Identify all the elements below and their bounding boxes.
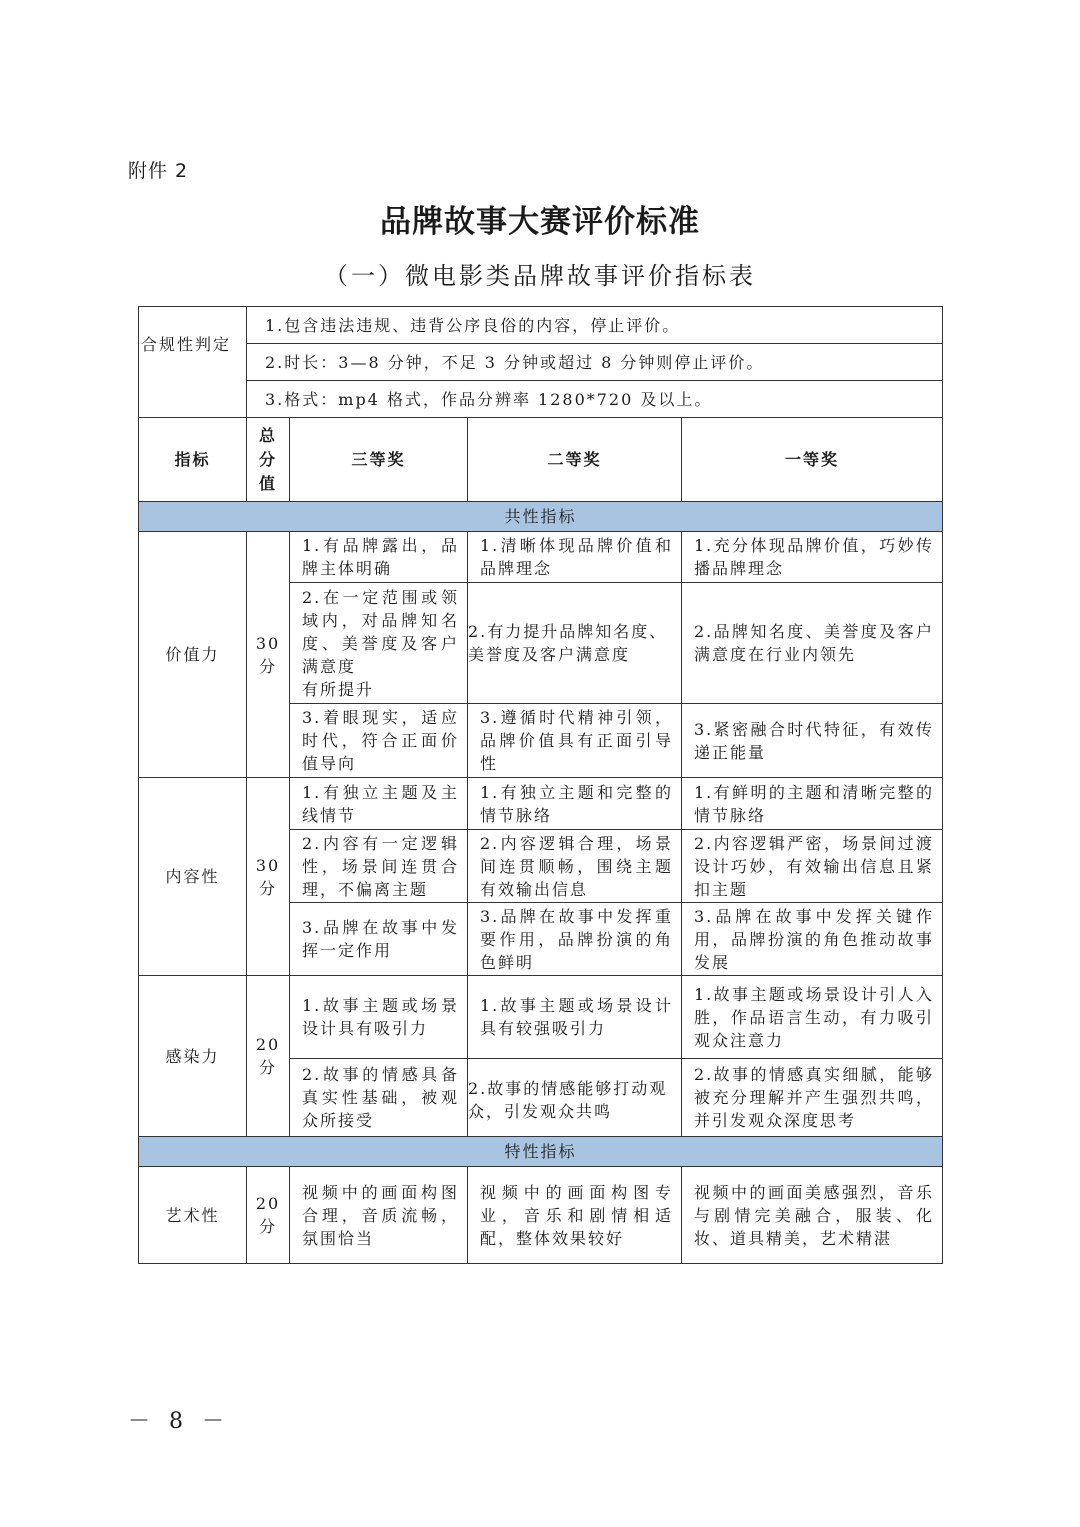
cell-third: 1.故事主题或场景设计具有吸引力 — [290, 976, 468, 1059]
compliance-row — [139, 307, 943, 344]
attachment-label: 附件 2 — [128, 160, 189, 182]
common-indicators-band — [139, 502, 943, 532]
cell-third: 2.故事的情感具备真实性基础，被观众所接受 — [290, 1059, 468, 1137]
header-indicator: 指标 — [139, 418, 247, 502]
page-title: 品牌故事大赛评价标准 — [380, 204, 700, 240]
evaluation-table — [138, 306, 943, 1264]
score-artistry: 20 分 — [247, 1167, 290, 1264]
cell-third: 1.有独立主题及主线情节 — [290, 778, 468, 830]
compliance-rule: 2.时长：3—8 分钟，不足 3 分钟或超过 8 分钟则停止评价。 — [247, 344, 943, 381]
cell-third-text: 2.在一定范围或领域内，对品牌知名度、美誉度及客户满意度 — [302, 587, 459, 676]
header-total-score: 总分值 — [247, 418, 290, 502]
page-subtitle: （一）微电影类品牌故事评价指标表 — [324, 262, 756, 290]
score-content: 30 分 — [247, 778, 290, 976]
indicator-artistry: 艺术性 — [139, 1167, 247, 1264]
header-third-prize: 三等奖 — [290, 418, 468, 502]
header-first-prize: 一等奖 — [682, 418, 943, 502]
table-row — [139, 1167, 943, 1264]
cell-first: 3.品牌在故事中发挥关键作用，品牌扮演的角色推动故事发展 — [682, 903, 943, 976]
cell-first: 2.内容逻辑严密，场景间过渡设计巧妙，有效输出信息且紧扣主题 — [682, 830, 943, 903]
cell-second: 2.内容逻辑合理，场景间连贯顺畅，围绕主题有效输出信息 — [468, 830, 682, 903]
special-indicators-label: 特性指标 — [139, 1137, 943, 1167]
cell-second: 3.品牌在故事中发挥重要作用，品牌扮演的角色鲜明 — [468, 903, 682, 976]
column-header-row — [139, 418, 943, 502]
cell-first: 3.紧密融合时代特征，有效传递正能量 — [682, 704, 943, 778]
compliance-row — [139, 381, 943, 418]
page-number: － 8 － — [128, 1409, 230, 1434]
cell-first: 2.故事的情感真实细腻，能够被充分理解并产生强烈共鸣，并引发观众深度思考 — [682, 1059, 943, 1137]
cell-third: 2.内容有一定逻辑性，场景间连贯合理，不偏离主题 — [290, 830, 468, 903]
cell-second: 1.清晰体现品牌价值和品牌理念 — [468, 532, 682, 583]
cell-first: 2.品牌知名度、美誉度及客户满意度在行业内领先 — [682, 583, 943, 704]
cell-third: 3.品牌在故事中发挥一定作用 — [290, 903, 468, 976]
common-indicators-label: 共性指标 — [139, 502, 943, 532]
cell-first: 1.故事主题或场景设计引人入胜，作品语言生动，有力吸引观众注意力 — [682, 976, 943, 1059]
cell-second: 视频中的画面构图专业，音乐和剧情相适配，整体效果较好 — [468, 1167, 682, 1264]
cell-second: 2.故事的情感能够打动观众，引发观众共鸣 — [468, 1059, 682, 1137]
header-second-prize: 二等奖 — [468, 418, 682, 502]
cell-second: 1.有独立主题和完整的情节脉络 — [468, 778, 682, 830]
cell-first: 1.有鲜明的主题和清晰完整的情节脉络 — [682, 778, 943, 830]
cell-third-tail: 有所提升 — [302, 679, 375, 699]
cell-third: 视频中的画面构图合理，音质流畅，氛围恰当 — [290, 1167, 468, 1264]
indicator-appeal: 感染力 — [139, 976, 247, 1137]
cell-third: 1.有品牌露出，品牌主体明确 — [290, 532, 468, 583]
compliance-rule: 1.包含违法违规、违背公序良俗的内容，停止评价。 — [247, 307, 943, 344]
compliance-row — [139, 344, 943, 381]
cell-first: 1.充分体现品牌价值，巧妙传播品牌理念 — [682, 532, 943, 583]
cell-second: 1.故事主题或场景设计具有较强吸引力 — [468, 976, 682, 1059]
score-value: 30 分 — [247, 532, 290, 778]
indicator-content: 内容性 — [139, 778, 247, 976]
score-appeal: 20 分 — [247, 976, 290, 1137]
special-indicators-band — [139, 1137, 943, 1167]
cell-first: 视频中的画面美感强烈，音乐与剧情完美融合，服装、化妆、道具精美，艺术精湛 — [682, 1167, 943, 1264]
compliance-rule: 3.格式：mp4 格式，作品分辨率 1280*720 及以上。 — [247, 381, 943, 418]
table-row — [139, 778, 943, 830]
cell-second: 2.有力提升品牌知名度、美誉度及客户满意度 — [468, 583, 682, 704]
table-row — [139, 976, 943, 1059]
table-row — [139, 532, 943, 583]
indicator-value: 价值力 — [139, 532, 247, 778]
compliance-label: 合规性判定 — [139, 307, 247, 418]
cell-second: 3.遵循时代精神引领，品牌价值具有正面引导性 — [468, 704, 682, 778]
cell-third — [290, 583, 468, 704]
cell-third: 3.着眼现实，适应时代，符合正面价值导向 — [290, 704, 468, 778]
